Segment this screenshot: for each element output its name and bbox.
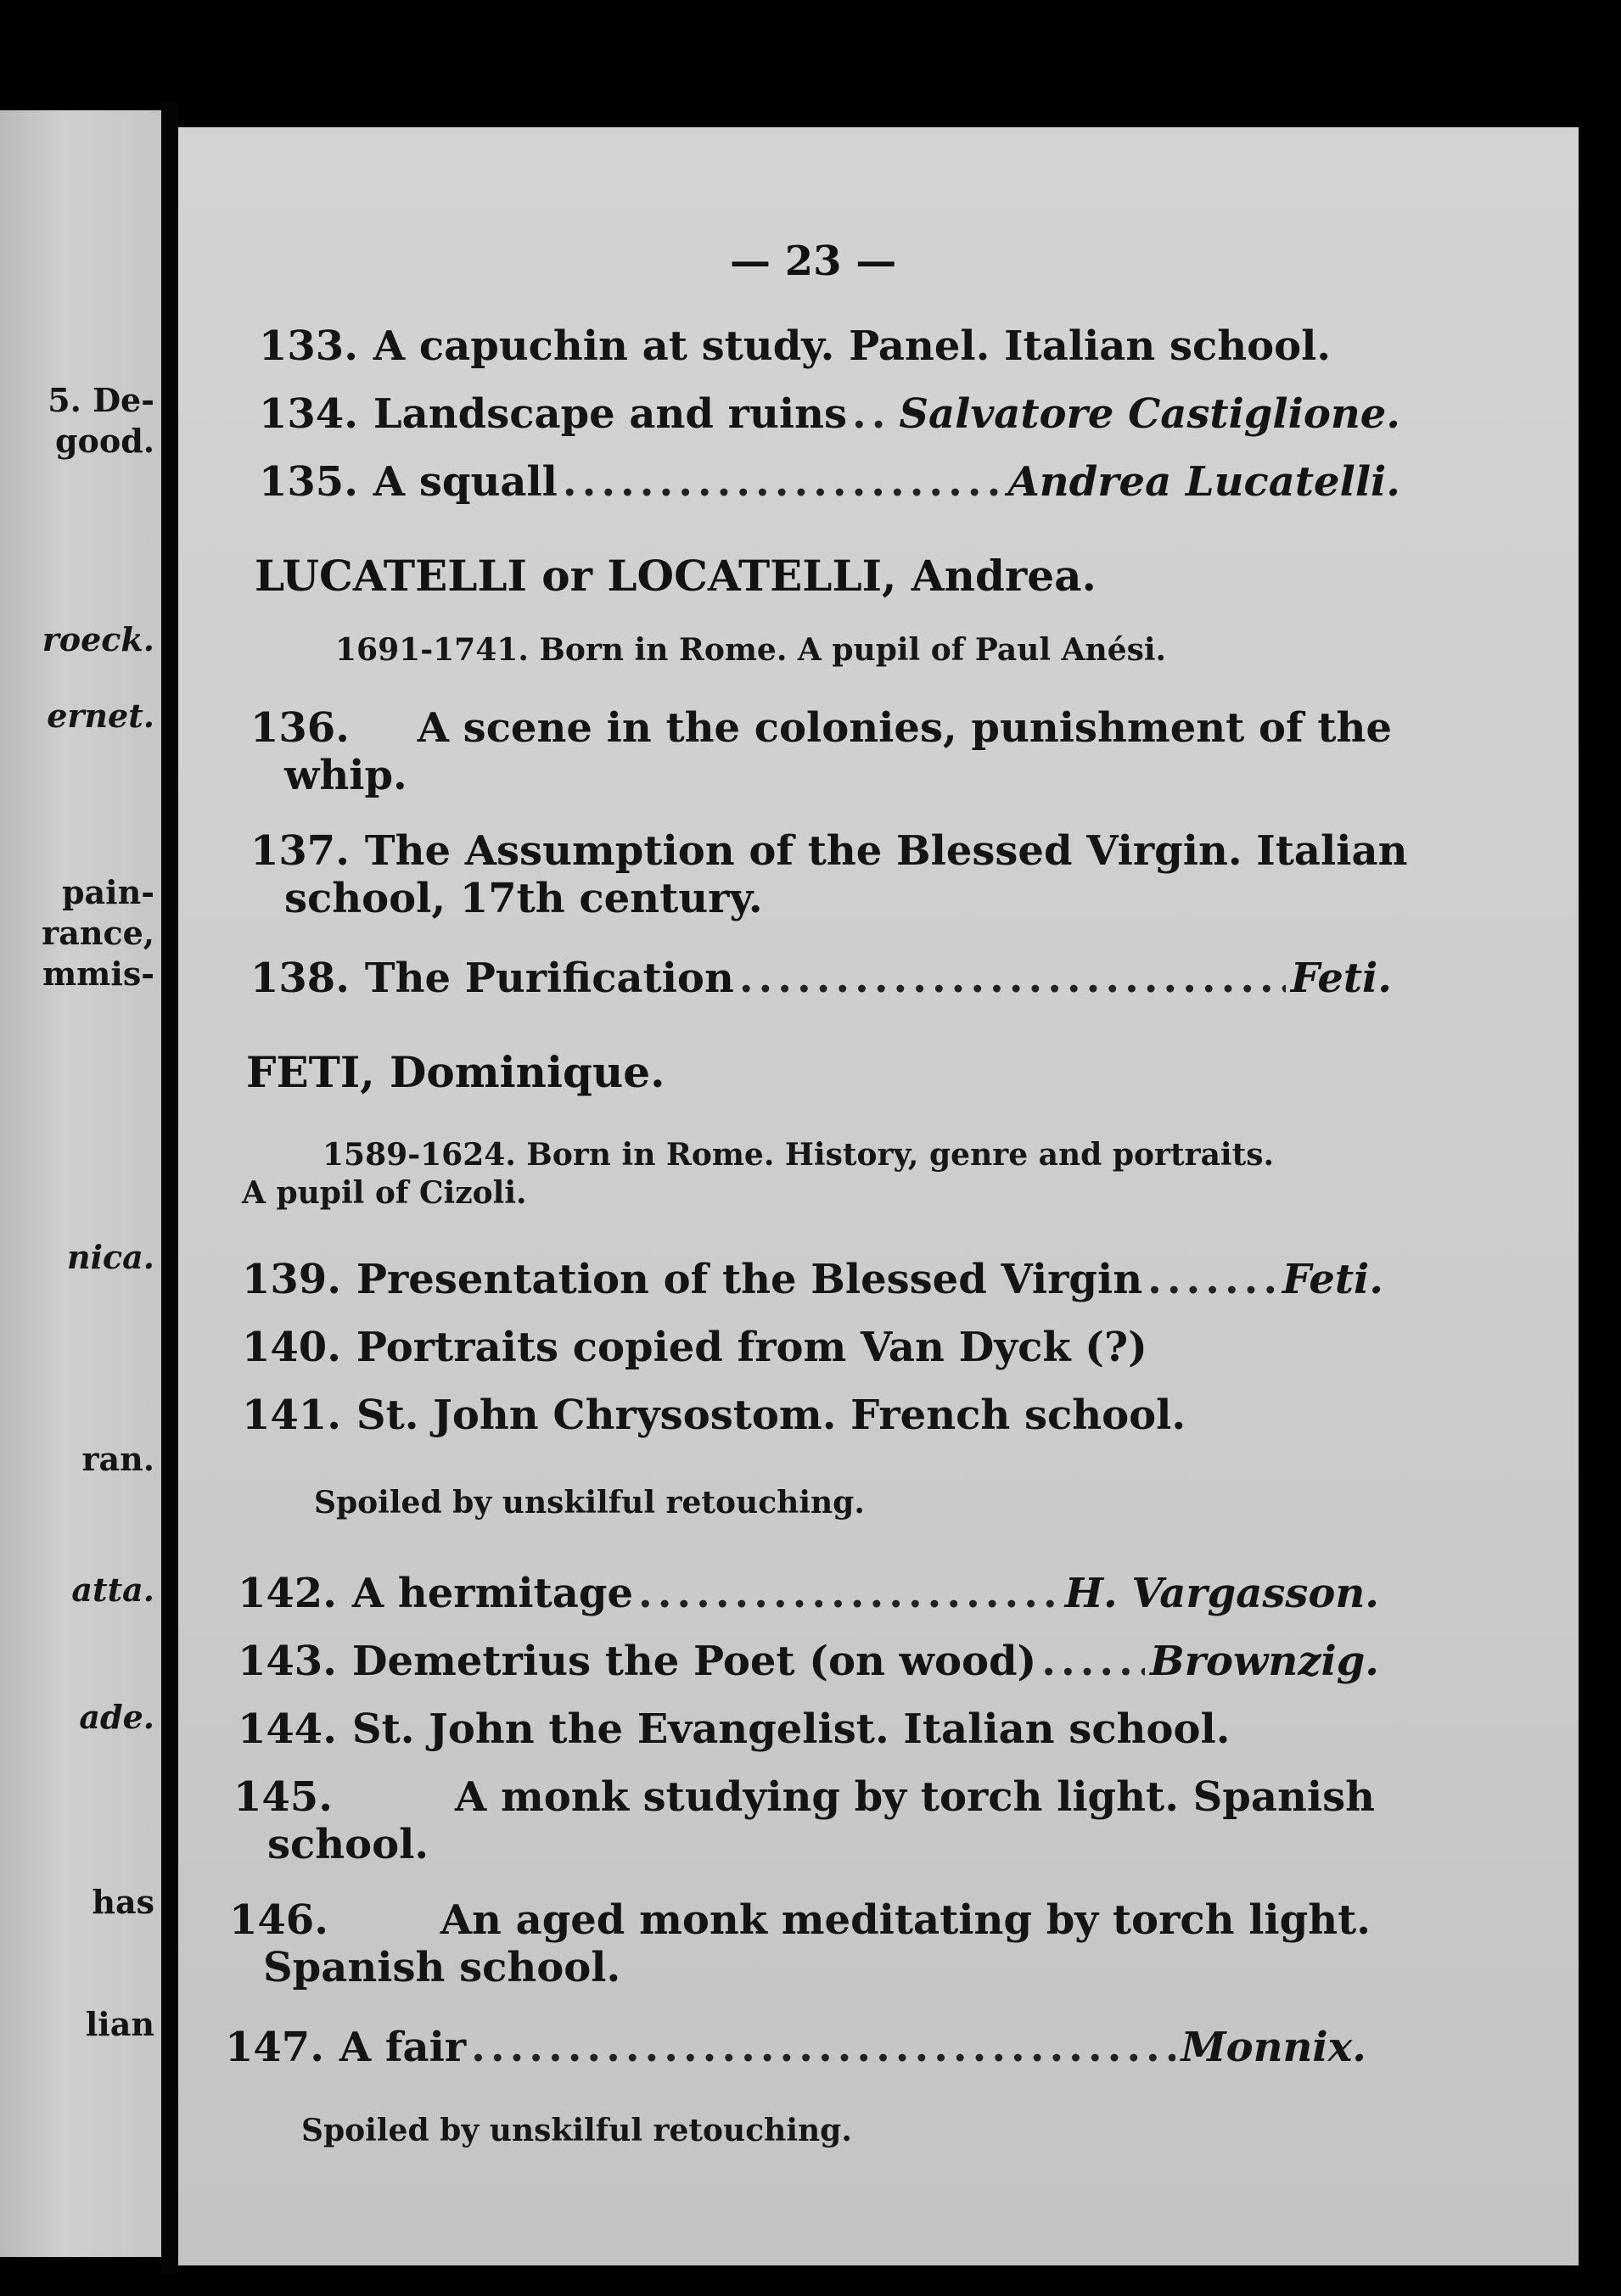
entry-number: 146.	[229, 1896, 328, 1944]
catalogue-entry	[259, 458, 1400, 506]
left-page-fragment	[0, 110, 161, 2257]
entry-number: 138.	[250, 955, 350, 1002]
entry-number: 136.	[250, 704, 350, 752]
entry-number: 137.	[250, 827, 350, 875]
entry-attribution: H. Vargasson.	[1064, 1570, 1379, 1617]
entry-attribution: Feti.	[1282, 1256, 1383, 1303]
dot-leader	[1041, 1638, 1145, 1685]
entry-title: An aged monk meditating by torch light.	[440, 1896, 1371, 1944]
entry-title: A monk studying by torch light. Spanish	[455, 1773, 1375, 1821]
catalogue-entry	[259, 322, 1400, 370]
entry-title: The Assumption of the Blessed Virgin. Italian	[364, 827, 1408, 875]
catalogue-entry	[250, 704, 1392, 799]
entry-continuation: whip.	[284, 752, 407, 799]
dot-leader	[852, 390, 894, 438]
entry-title: The Purification	[364, 955, 734, 1002]
left-fragment-text: rance,	[42, 914, 154, 952]
catalogue-entry	[242, 1392, 1383, 1439]
dot-leader	[563, 458, 1003, 506]
catalogue-page	[178, 127, 1579, 2265]
catalogue-entry	[250, 827, 1408, 922]
artist-biography: A pupil of Cizoli.	[242, 1175, 527, 1211]
entry-title: St. John Chrysostom. French school.	[356, 1392, 1186, 1439]
entry-attribution: Salvatore Castiglione.	[899, 390, 1400, 438]
entry-attribution: Feti.	[1290, 955, 1392, 1002]
page-number: — 23 —	[730, 238, 897, 285]
artist-biography: 1691-1741. Born in Rome. A pupil of Paul Anési.	[335, 632, 1167, 668]
entry-continuation: school.	[267, 1821, 429, 1868]
entry-title: Portraits copied from Van Dyck (?)	[356, 1324, 1147, 1371]
catalogue-entry	[259, 390, 1400, 438]
left-fragment-text: nica.	[66, 1238, 154, 1276]
entry-number: 140.	[242, 1324, 341, 1371]
entry-title: St. John the Evangelist. Italian school.	[351, 1705, 1231, 1753]
left-fragment-text: roeck.	[42, 620, 154, 658]
left-fragment-text: 5. De-	[48, 381, 154, 419]
entry-continuation: school, 17th century.	[284, 875, 763, 922]
entry-number: 139.	[242, 1256, 341, 1303]
entry-number: 147.	[225, 2024, 324, 2071]
catalogue-entry	[238, 1638, 1379, 1685]
entry-title: Presentation of the Blessed Virgin	[356, 1256, 1143, 1303]
catalogue-entry	[229, 1896, 1371, 1991]
entry-continuation: Spanish school.	[263, 1944, 621, 1991]
catalogue-entry	[238, 1570, 1379, 1617]
entry-title: A fair	[339, 2024, 467, 2071]
entry-attribution: Monnix.	[1181, 2024, 1366, 2071]
entry-attribution: Brownzig.	[1150, 1638, 1379, 1685]
entry-title: Demetrius the Poet (on wood)	[351, 1638, 1037, 1685]
entry-number: 145.	[233, 1773, 333, 1821]
left-fragment-text: pain-	[61, 873, 154, 911]
artist-biography: 1589-1624. Born in Rome. History, genre and portraits.	[323, 1137, 1275, 1173]
left-fragment-text: lian	[85, 2005, 154, 2043]
entry-note: Spoiled by unskilful retouching.	[301, 2113, 852, 2148]
left-fragment-text: atta.	[71, 1571, 154, 1609]
entry-number: 133.	[259, 322, 358, 370]
dot-leader	[638, 1570, 1060, 1617]
entry-number: 134.	[259, 390, 358, 438]
left-fragment-text: ernet.	[47, 697, 154, 735]
entry-number: 143.	[238, 1638, 337, 1685]
artist-heading: FETI, Dominique.	[246, 1047, 665, 1097]
dot-leader	[1147, 1256, 1277, 1303]
dot-leader	[471, 2024, 1175, 2071]
entry-title: A capuchin at study. Panel. Italian school.	[373, 322, 1332, 370]
entry-number: 144.	[238, 1705, 337, 1753]
left-fragment-text: ade.	[79, 1698, 154, 1736]
catalogue-entry	[233, 1773, 1375, 1868]
catalogue-entry	[250, 955, 1392, 1002]
entry-title: A hermitage	[351, 1570, 633, 1617]
left-fragment-text: mmis-	[42, 955, 154, 993]
binding-gutter	[161, 102, 178, 2274]
left-fragment-text: good.	[54, 422, 154, 460]
dot-leader	[739, 955, 1286, 1002]
catalogue-entry	[238, 1705, 1379, 1753]
left-fragment-text: ran.	[81, 1440, 154, 1478]
entry-number: 135.	[259, 458, 358, 506]
catalogue-entry	[242, 1256, 1383, 1303]
entry-note: Spoiled by unskilful retouching.	[314, 1485, 865, 1520]
entry-title: A scene in the colonies, punishment of the	[417, 704, 1392, 752]
entry-number: 142.	[238, 1570, 337, 1617]
entry-title: A squall	[373, 458, 558, 506]
left-fragment-text: has	[92, 1883, 154, 1921]
catalogue-entry	[242, 1324, 1383, 1371]
entry-title: Landscape and ruins	[373, 390, 847, 438]
entry-number: 141.	[242, 1392, 341, 1439]
entry-attribution: Andrea Lucatelli.	[1007, 458, 1400, 506]
catalogue-entry	[225, 2024, 1366, 2071]
artist-heading: LUCATELLI or LOCATELLI, Andrea.	[255, 551, 1097, 601]
